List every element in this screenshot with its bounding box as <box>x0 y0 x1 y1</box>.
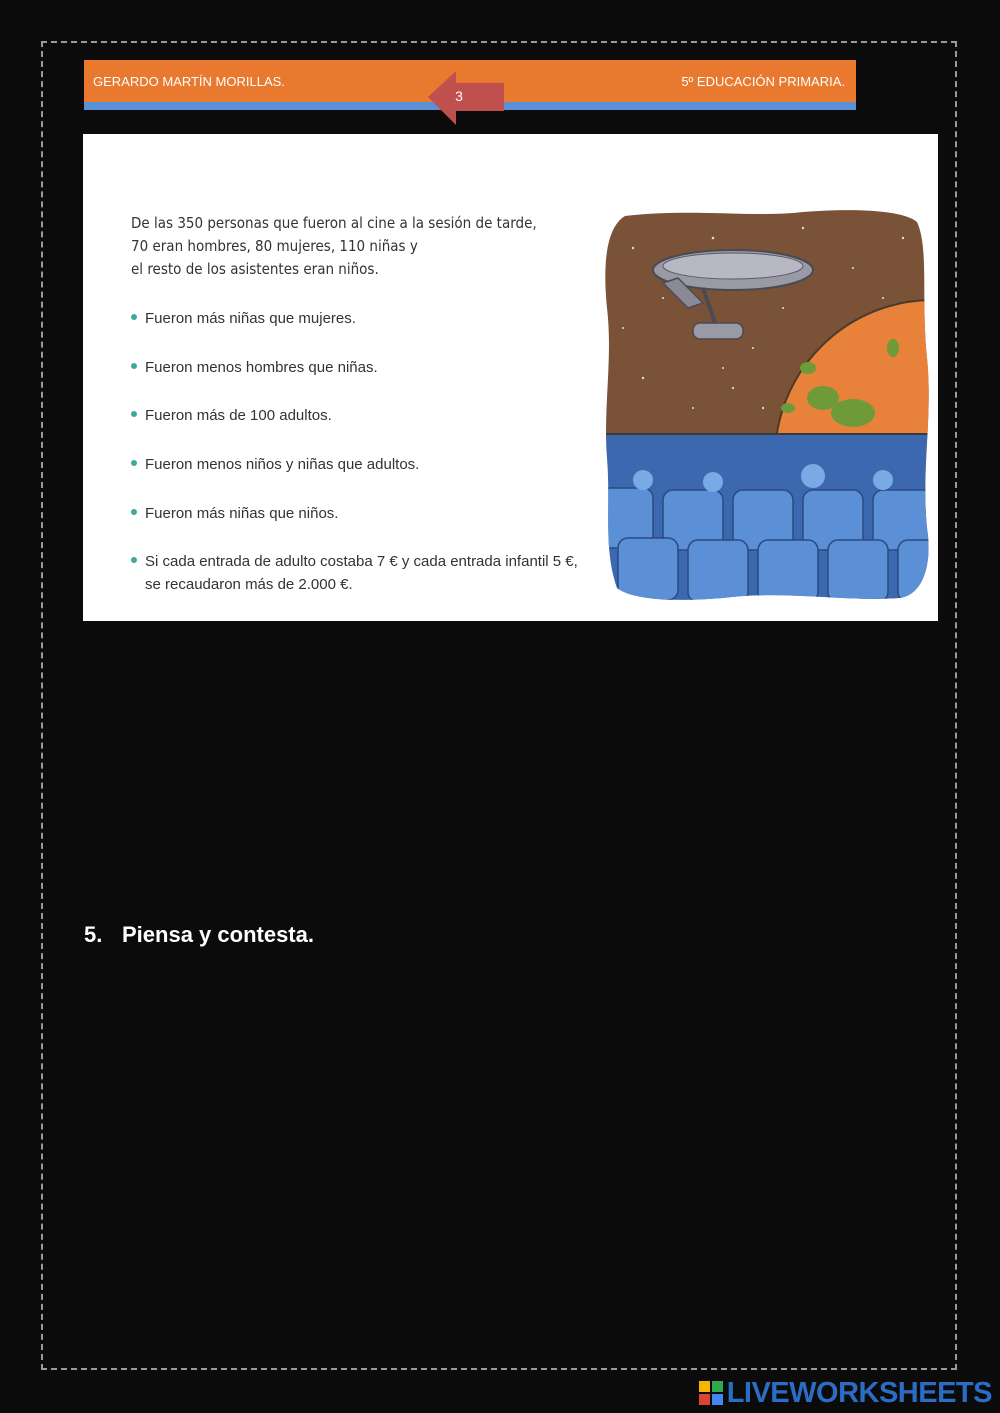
bullet-icon <box>131 509 137 515</box>
bullet-icon <box>131 460 137 466</box>
bullet-icon <box>131 363 137 369</box>
section-number: 5. <box>84 922 103 947</box>
intro-line: el resto de los asistentes eran niños. <box>131 260 379 278</box>
grade-label: 5º EDUCACIÓN PRIMARIA. <box>681 74 845 89</box>
statement-item[interactable] <box>131 502 338 525</box>
statement-item[interactable] <box>131 307 356 330</box>
statement-item[interactable] <box>131 404 332 427</box>
statement-text: Fueron más niñas que mujeres. <box>145 310 356 327</box>
bullet-icon <box>131 557 137 563</box>
statement-text: Fueron menos niños y niñas que adultos. <box>145 456 420 473</box>
exercise-intro <box>131 212 581 281</box>
statement-text: Fueron más de 100 adultos. <box>145 407 332 424</box>
statement-text: Fueron menos hombres que niñas. <box>145 359 378 376</box>
statement-item[interactable] <box>131 356 378 379</box>
statement-text-continued: se recaudaron más de 2.000 €. <box>145 576 353 593</box>
bullet-icon <box>131 411 137 417</box>
liveworksheets-logo-icon <box>699 1381 723 1405</box>
statement-text: Si cada entrada de adulto costaba 7 € y cada entrada infantil 5 €, <box>145 553 578 570</box>
page-number: 3 <box>455 88 463 104</box>
statement-item[interactable] <box>131 453 419 476</box>
section-heading <box>84 922 314 948</box>
bullet-icon <box>131 314 137 320</box>
intro-line: 70 eran hombres, 80 mujeres, 110 niñas y <box>131 237 418 255</box>
author-name: GERARDO MARTÍN MORILLAS. <box>93 74 285 89</box>
statement-item[interactable] <box>131 550 578 596</box>
cinema-illustration <box>603 208 929 600</box>
intro-line: De las 350 personas que fueron al cine a la sesión de tarde, <box>131 214 537 232</box>
section-title-text: Piensa y contesta. <box>122 922 314 947</box>
liveworksheets-brand[interactable] <box>699 1377 992 1409</box>
exercise-panel <box>83 134 938 621</box>
brand-name: LIVEWORKSHEETS <box>726 1376 992 1409</box>
statement-text: Fueron más niñas que niños. <box>145 505 339 522</box>
